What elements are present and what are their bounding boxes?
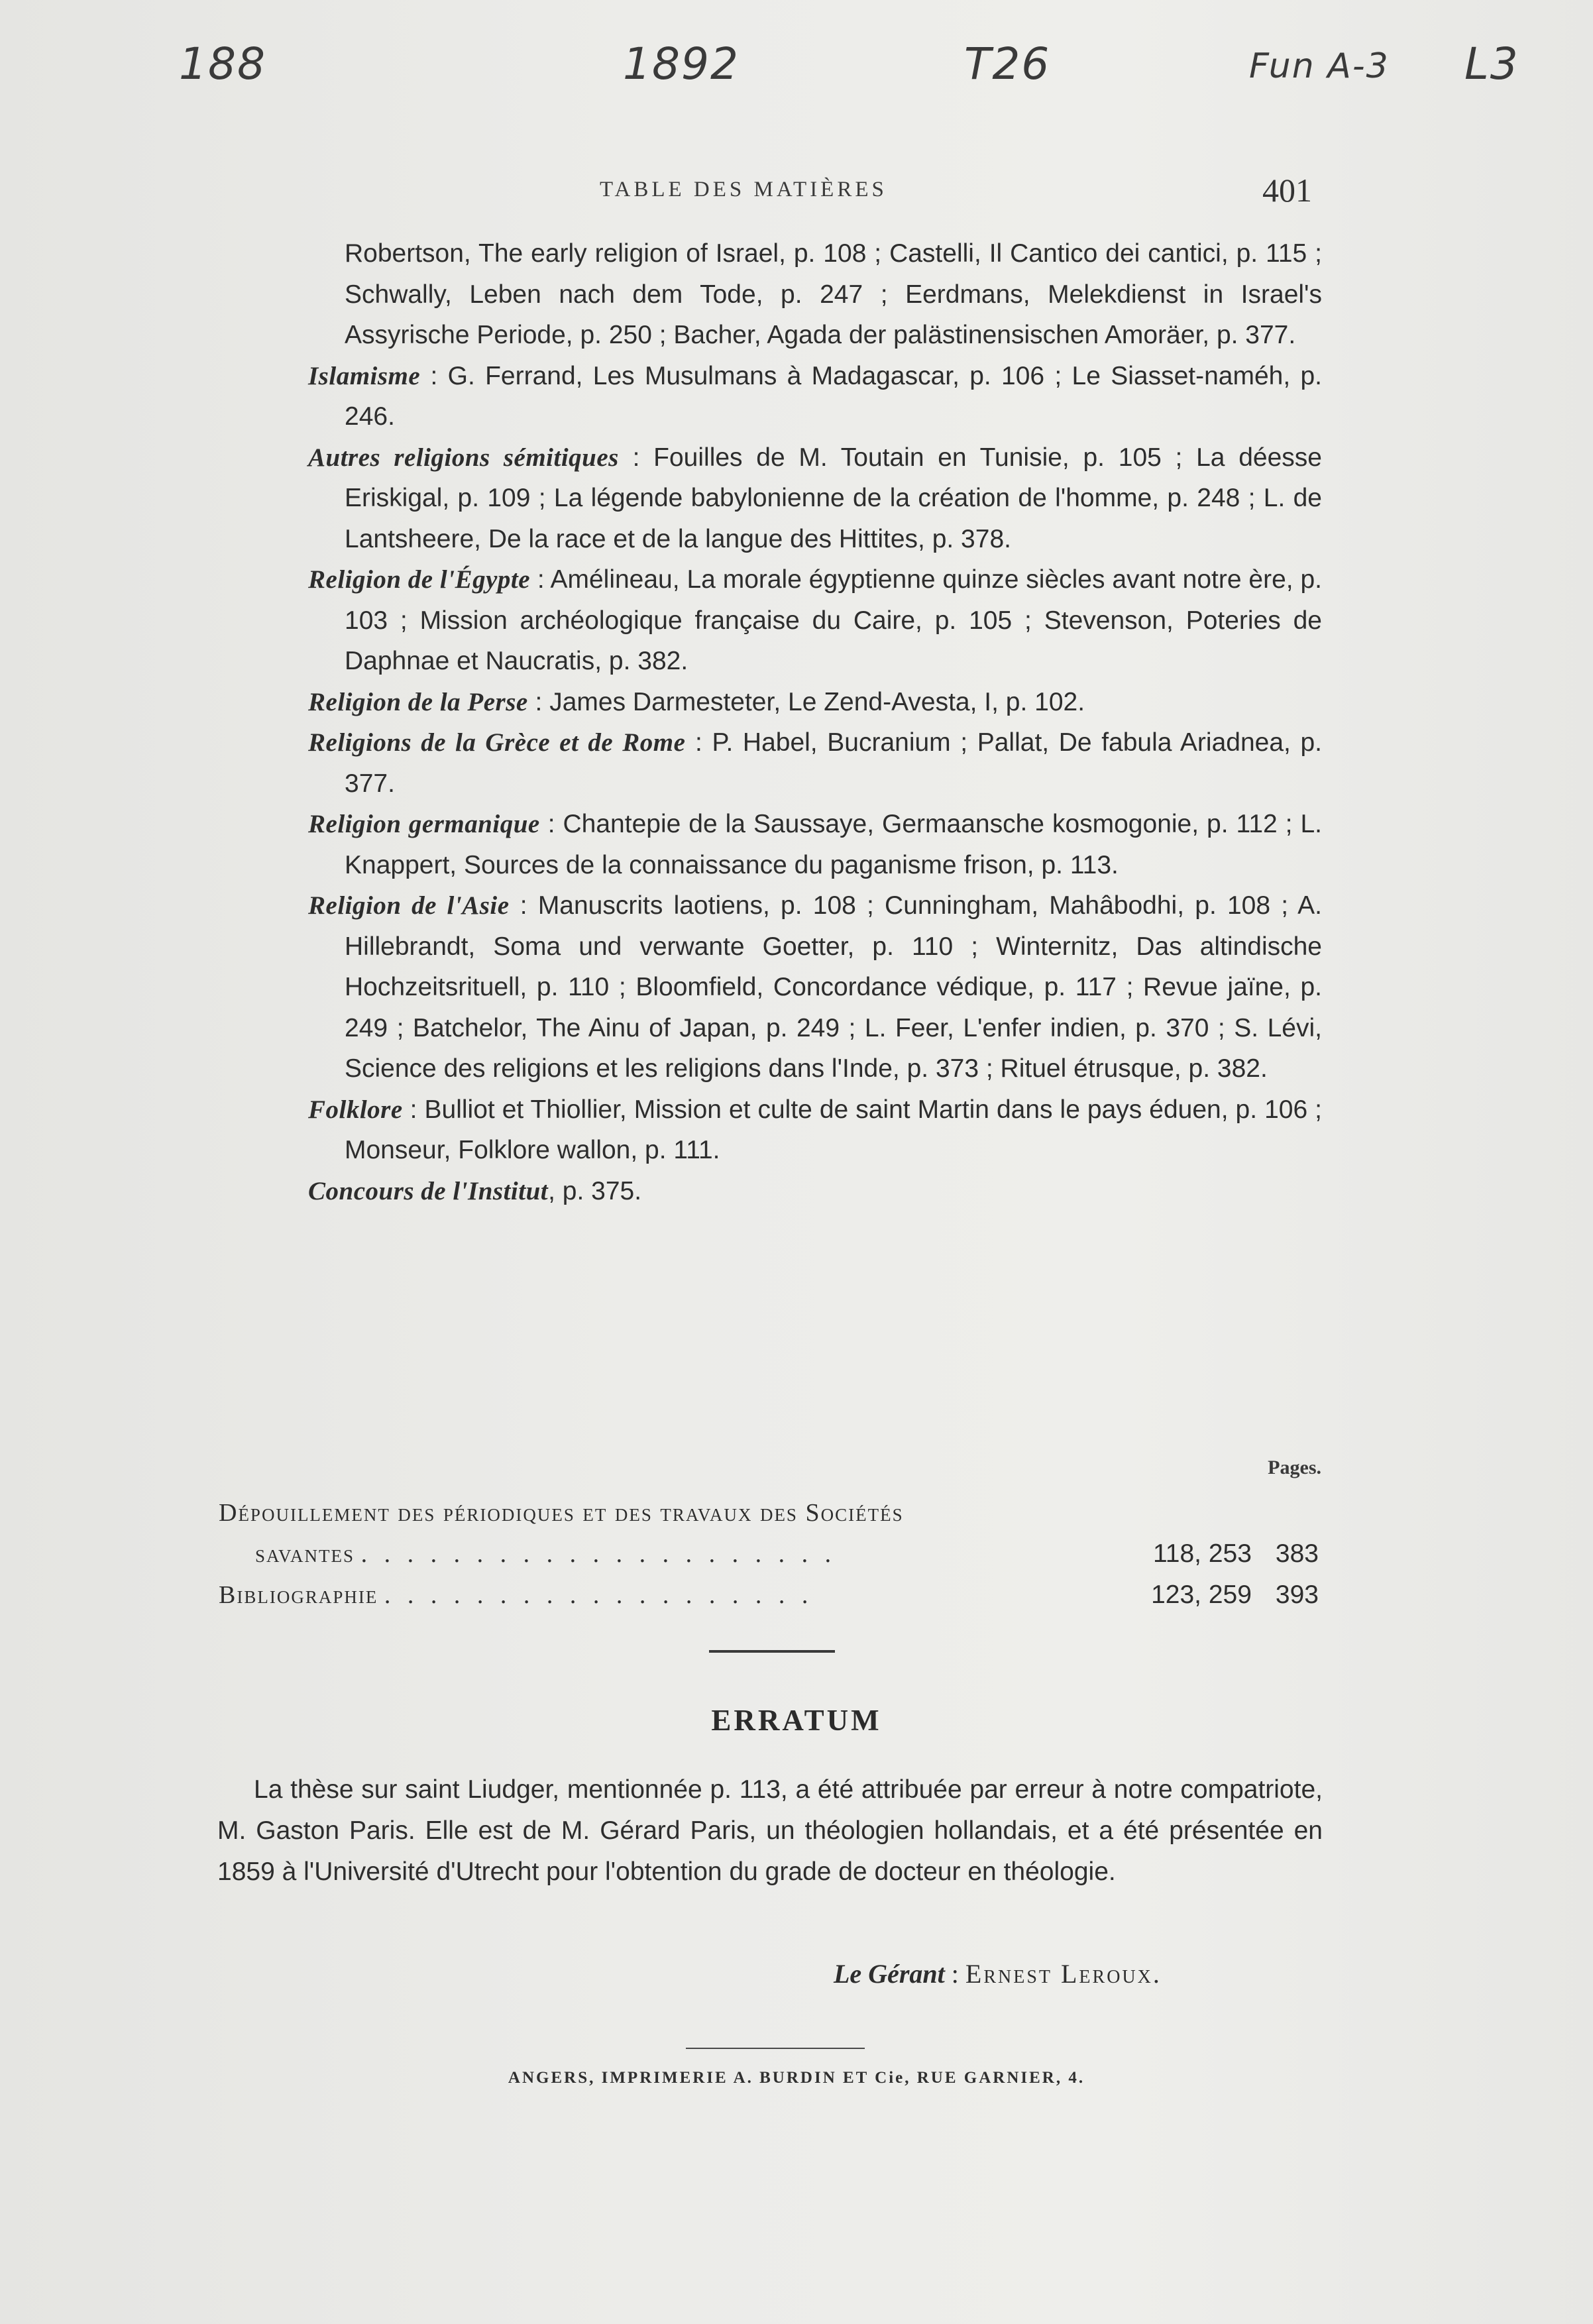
- toc-entry-heading: Religion germanique: [308, 810, 540, 838]
- toc-entry: [308, 559, 1322, 682]
- toc-entry-text: : Chantepie de la Saussaye, Germaansche kosmogonie, p. 112 ; L. Knappert, Sources de la connaissance du paganisme frison, p. 113.: [345, 810, 1322, 879]
- toc-entry-heading: Islamisme: [308, 361, 421, 390]
- running-header: [311, 171, 1312, 217]
- toc-entry-heading: Religion de l'Égypte: [308, 565, 531, 594]
- summary-pages: [1151, 1575, 1319, 1616]
- toc-entry: [308, 233, 1322, 356]
- handwritten-note: T26: [964, 38, 1051, 89]
- toc-entry-text: , p. 375.: [548, 1176, 642, 1205]
- toc-entry-text: : P. Habel, Bucranium ; Pallat, De fabula Ariadnea, p. 377.: [345, 728, 1323, 798]
- toc-entry-heading: Concours de l'Institut: [308, 1176, 549, 1205]
- toc-entry-text: Robertson, The early religion of Israel, p. 108 ; Castelli, Il Cantico dei cantici, p. 115 ; Schwally, Leben nach dem Tode, p. 247 ; Eerdmans, Melekdienst in Israel's Assyrische Periode, p. 250 ; Bacher, Agada der palästinensischen Amoräer, p. 377.: [345, 239, 1322, 349]
- toc-entry: [308, 682, 1322, 723]
- toc-entry: [308, 356, 1322, 437]
- erratum-text: La thèse sur saint Liudger, mentionnée p. 113, a été attribuée par erreur à notre compatriote, M. Gaston Paris. Elle est de M. Gérard Paris, un théologien hollandais, et a été présentée en 1859 à l'Université d'Utrecht pour l'obtention du grade de docteur en théologie.: [217, 1775, 1323, 1886]
- leader-dots: . . . . . . . . . . . . . . . . . . . . .: [360, 1540, 837, 1568]
- toc-entry-heading: Autres religions sémitiques: [308, 443, 619, 472]
- summary-page-refs: 123, 259: [1151, 1580, 1252, 1609]
- summary-section: [219, 1492, 1319, 1616]
- handwritten-annotations: [0, 38, 1593, 118]
- summary-row-bibliographie: [219, 1575, 1319, 1616]
- handwritten-note: 188: [179, 38, 266, 89]
- toc-entry: [308, 1089, 1322, 1171]
- toc-entry: [308, 804, 1322, 885]
- gerant-separator: :: [944, 1959, 965, 1989]
- toc-entry-text: : Fouilles de M. Toutain en Tunisie, p. 105 ; La déesse Eriskigal, p. 109 ; La légende babylonienne de la création de l'homme, p. 248 ; L. de Lantsheere, De la race et de la langue des Hittites, p. 378.: [345, 443, 1322, 553]
- imprint-divider: [686, 2048, 865, 2049]
- gerant-name: Ernest Leroux.: [965, 1959, 1162, 1989]
- printer-imprint: ANGERS, IMPRIMERIE A. BURDIN ET Cie, RUE GARNIER, 4.: [508, 2069, 1085, 2087]
- toc-entry: [308, 437, 1322, 560]
- summary-page-ref: 383: [1275, 1539, 1319, 1568]
- leader-dots: . . . . . . . . . . . . . . . . . . .: [384, 1581, 814, 1609]
- toc-entry-text: : James Darmesteter, Le Zend-Avesta, I, p. 102.: [527, 687, 1085, 716]
- toc-entry: [308, 722, 1322, 804]
- toc-entry-heading: Religion de la Perse: [308, 687, 528, 716]
- toc-entry: [308, 1171, 1322, 1212]
- toc-entry-text: : G. Ferrand, Les Musulmans à Madagascar, p. 106 ; Le Siasset-naméh, p. 246.: [345, 361, 1322, 431]
- toc-entry-text: : Amélineau, La morale égyptienne quinze siècles avant notre ère, p. 103 ; Mission archéologique française du Caire, p. 105 ; Stevenson, Poteries de Daphnae et Naucratis, p. 382.: [345, 565, 1322, 675]
- table-of-contents: [308, 233, 1322, 1211]
- summary-pages: [1153, 1533, 1319, 1575]
- toc-entry-text: : Manuscrits laotiens, p. 108 ; Cunningham, Mahâbodhi, p. 108 ; A. Hillebrandt, Soma und verwante Goetter, p. 110 ; Winternitz, Das altindische Hochzeitsrituell, p. 110 ; Bloomfield, Concordance védique, p. 117 ; Revue jaïne, p. 249 ; Batchelor, The Ainu of Japan, p. 249 ; L. Feer, L'enfer indien, p. 370 ; S. Lévi, Science des religions et les religions dans l'Inde, p. 373 ; Rituel étrusque, p. 382.: [345, 891, 1322, 1083]
- handwritten-note: 1892: [623, 38, 740, 89]
- pages-column-label: Pages.: [1268, 1457, 1321, 1478]
- toc-entry-heading: Religions de la Grèce et de Rome: [308, 728, 686, 757]
- summary-row-depouillement: [219, 1533, 1319, 1575]
- section-divider: [709, 1650, 835, 1653]
- handwritten-note: Fun A-3: [1249, 46, 1390, 86]
- toc-entry-heading: Religion de l'Asie: [308, 891, 510, 920]
- toc-entry-heading: Folklore: [308, 1095, 403, 1124]
- page-number: 401: [1262, 172, 1312, 209]
- toc-entry-text: : Bulliot et Thiollier, Mission et culte de saint Martin dans le pays éduen, p. 106 ; Monseur, Folklore wallon, p. 111.: [345, 1095, 1322, 1164]
- summary-page-ref: 393: [1275, 1580, 1319, 1609]
- summary-page-refs: 118, 253: [1153, 1539, 1252, 1568]
- gerant-signature: [834, 1958, 1162, 1989]
- toc-entry: [308, 885, 1322, 1089]
- summary-heading: savantes: [255, 1540, 355, 1568]
- erratum-title: ERRATUM: [711, 1704, 882, 1737]
- gerant-label: Le Gérant: [834, 1959, 945, 1989]
- running-title: TABLE DES MATIÈRES: [600, 178, 887, 201]
- handwritten-note: L3: [1464, 38, 1519, 89]
- summary-heading: Bibliographie: [219, 1581, 378, 1609]
- summary-heading: Dépouillement des périodiques et des travaux des Sociétés: [219, 1499, 904, 1527]
- summary-row-depouillement-title: [219, 1492, 1319, 1533]
